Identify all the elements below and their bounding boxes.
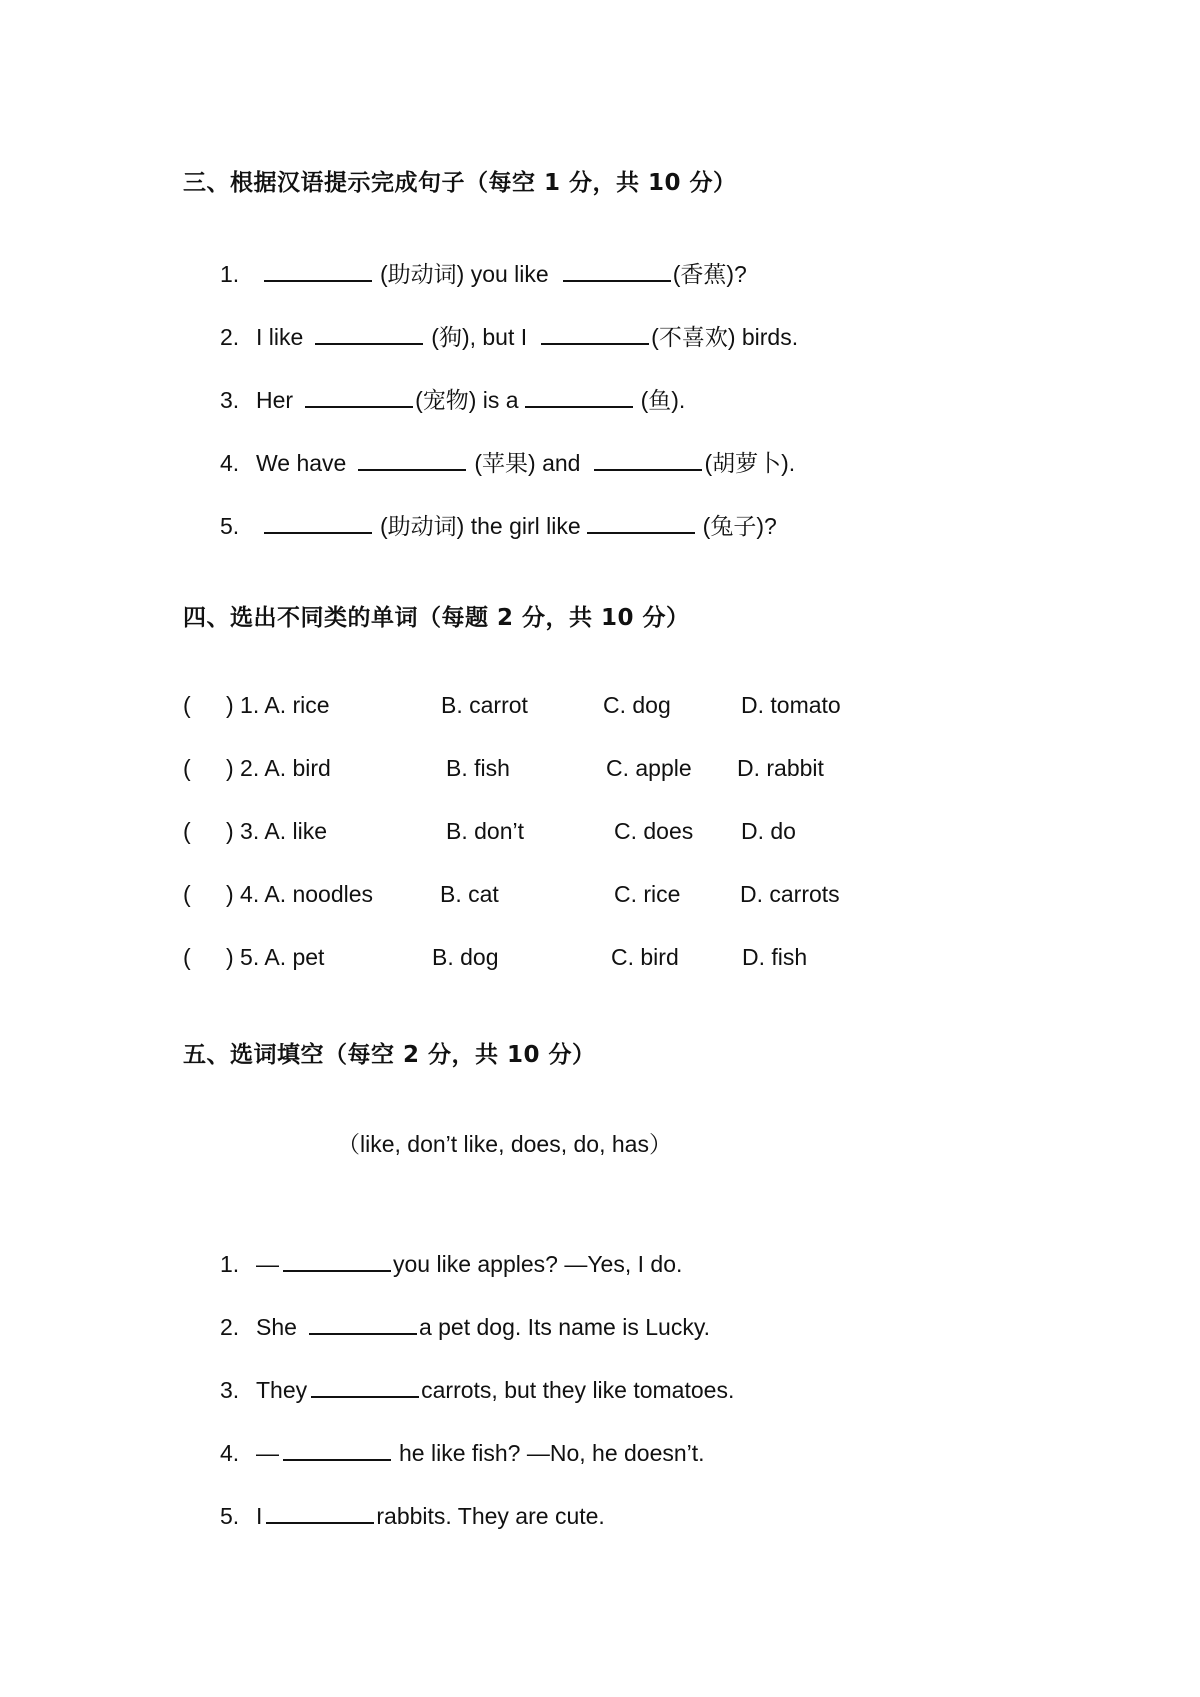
item-number: 5. [220, 513, 240, 539]
item-text: (助动词) the girl like [380, 513, 581, 539]
item-text: (助动词) you like [380, 261, 549, 287]
answer-blank[interactable] [594, 468, 702, 471]
option-d: D. do [741, 818, 796, 844]
item-text: he like fish? —No, he doesn’t. [399, 1440, 705, 1466]
option-d: D. rabbit [737, 755, 824, 781]
s3-item-3 [220, 382, 685, 415]
item-text: I [256, 1503, 263, 1529]
answer-paren[interactable]: ( [183, 692, 191, 718]
s3-item-4 [220, 445, 795, 478]
option-b: B. don’t [446, 818, 524, 844]
option-c: C. bird [611, 944, 679, 970]
item-text: They [256, 1377, 308, 1403]
answer-blank[interactable] [264, 531, 372, 534]
s5-item-1 [220, 1251, 682, 1278]
option-a: ) 5. A. pet [226, 944, 325, 970]
item-text: Her [256, 387, 294, 413]
answer-blank[interactable] [311, 1395, 419, 1398]
answer-blank[interactable] [309, 1332, 417, 1335]
option-b: B. cat [440, 881, 499, 907]
answer-blank[interactable] [305, 405, 413, 408]
item-text: a pet dog. Its name is Lucky. [418, 1314, 710, 1340]
answer-paren[interactable]: ( [183, 755, 191, 781]
answer-blank[interactable] [358, 468, 466, 471]
option-c: C. rice [614, 881, 681, 907]
answer-blank[interactable] [266, 1521, 374, 1524]
item-text: (香蕉)? [672, 261, 747, 287]
option-b: B. dog [432, 944, 499, 970]
option-a: ) 1. A. rice [226, 692, 330, 718]
item-text: rabbits. They are cute. [376, 1503, 605, 1529]
item-number: 5. [220, 1503, 240, 1529]
word-bank: （like, don’t like, does, do, has） [337, 1131, 672, 1157]
item-number: 2. [220, 324, 240, 350]
item-text: — [256, 1440, 279, 1466]
answer-paren[interactable]: ( [183, 944, 191, 970]
answer-paren[interactable]: ( [183, 818, 191, 844]
option-a: ) 4. A. noodles [226, 881, 374, 907]
item-number: 3. [220, 387, 240, 413]
item-number: 1. [220, 261, 240, 287]
option-b: B. fish [446, 755, 510, 781]
item-text: (鱼). [640, 387, 686, 413]
answer-paren[interactable]: ( [183, 881, 191, 907]
item-number: 4. [220, 1440, 240, 1466]
s5-item-4 [220, 1440, 705, 1467]
section-5-heading: 五、选词填空（每空 2 分，共 10 分） [183, 1042, 596, 1068]
item-text: (不喜欢) birds. [651, 324, 799, 350]
item-text: carrots, but they like tomatoes. [421, 1377, 735, 1403]
option-b: B. carrot [441, 692, 528, 718]
option-d: D. carrots [740, 881, 840, 907]
answer-blank[interactable] [563, 279, 671, 282]
item-number: 2. [220, 1314, 240, 1340]
s5-item-5 [220, 1503, 605, 1530]
item-text: you like apples? —Yes, I do. [393, 1251, 683, 1277]
answer-blank[interactable] [315, 342, 423, 345]
item-text: (狗), but I [431, 324, 528, 350]
answer-blank[interactable] [525, 405, 633, 408]
item-number: 3. [220, 1377, 240, 1403]
answer-blank[interactable] [283, 1458, 391, 1461]
item-text: (兔子)? [702, 513, 777, 539]
item-text: She [256, 1314, 297, 1340]
option-d: D. tomato [741, 692, 841, 718]
answer-blank[interactable] [283, 1269, 391, 1272]
item-text: (宠物) is a [415, 387, 519, 413]
item-number: 1. [220, 1251, 240, 1277]
item-text: We have [256, 450, 347, 476]
item-text: (苹果) and [474, 450, 581, 476]
item-text: I like [256, 324, 304, 350]
answer-blank[interactable] [541, 342, 649, 345]
section-3-heading: 三、根据汉语提示完成句子（每空 1 分，共 10 分） [183, 170, 737, 196]
s3-item-2 [220, 319, 798, 352]
item-text: — [256, 1251, 279, 1277]
s3-item-1 [220, 256, 747, 289]
option-a: ) 2. A. bird [226, 755, 331, 781]
item-number: 4. [220, 450, 240, 476]
s3-item-5 [220, 508, 777, 541]
option-c: C. dog [603, 692, 671, 718]
answer-blank[interactable] [264, 279, 372, 282]
answer-blank[interactable] [587, 531, 695, 534]
option-c: C. apple [606, 755, 692, 781]
option-a: ) 3. A. like [226, 818, 327, 844]
s5-item-2 [220, 1314, 710, 1341]
option-c: C. does [614, 818, 694, 844]
item-text: (胡萝卜). [704, 450, 796, 476]
section-4-heading: 四、选出不同类的单词（每题 2 分，共 10 分） [183, 605, 690, 631]
option-d: D. fish [742, 944, 808, 970]
s5-item-3 [220, 1377, 734, 1404]
